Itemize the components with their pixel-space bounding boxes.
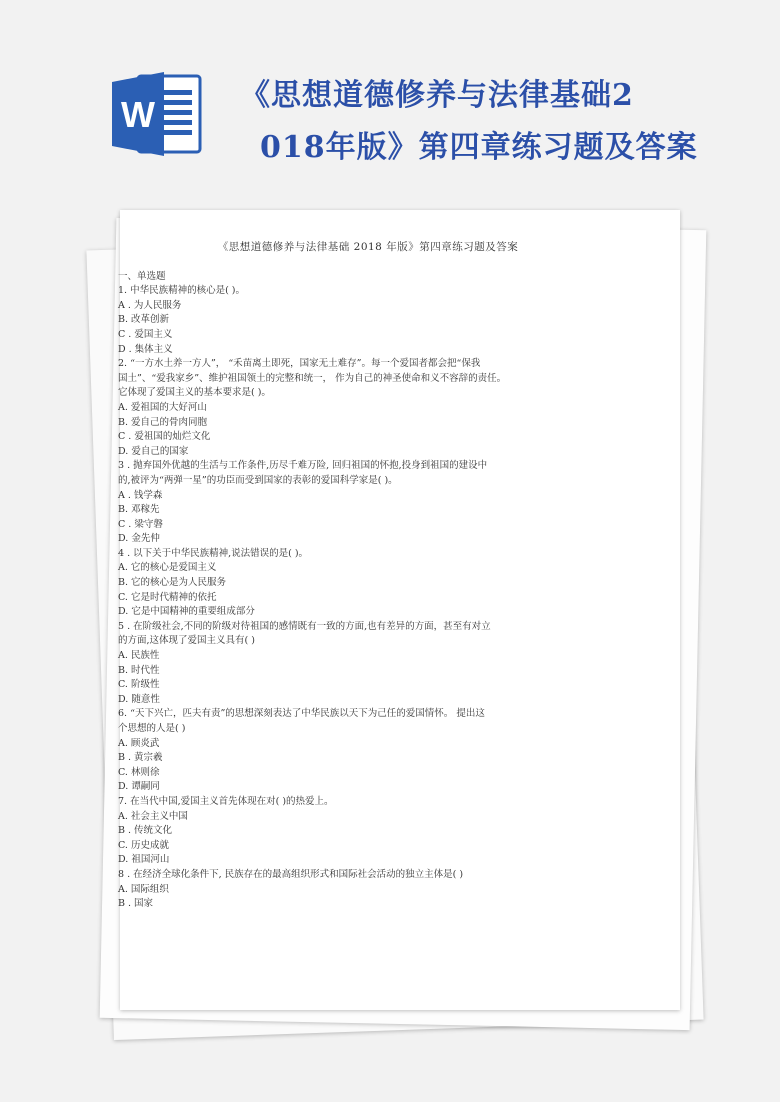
document-line: B. 它的核心是为人民服务 [118, 577, 227, 589]
document-line: 的方面,这体现了爱国主义具有( ) [118, 635, 255, 647]
document-line: B. 邓稼先 [118, 504, 160, 516]
document-line: C. 它是时代精神的依托 [118, 591, 217, 603]
document-line: D. 谭嗣同 [118, 781, 160, 793]
page-title-line-1: 《思想道德修养与法律基础2 [240, 78, 634, 113]
document-line: D. 祖国河山 [118, 854, 170, 866]
document-line: C . 爱祖国的灿烂文化 [118, 431, 211, 443]
document-line: D. 金先仲 [118, 533, 160, 545]
document-line: C . 爱国主义 [118, 328, 173, 340]
document-title: 《思想道德修养与法律基础 2018 年版》第四章练习题及答案 [217, 241, 519, 253]
document-line: A . 钱学森 [118, 489, 163, 501]
document-line: 3 . 抛弃国外优越的生活与工作条件,历尽千难万险, 回归祖国的怀抱,投身到祖国的建设中 [118, 460, 488, 472]
header [0, 0, 780, 200]
document-line: B. 改革创新 [118, 314, 170, 326]
document-line: B . 黄宗羲 [118, 752, 163, 764]
document-line: 1. 中华民族精神的核心是( )。 [118, 285, 246, 297]
document-line: D . 集体主义 [118, 343, 173, 355]
document-line: 6. “天下兴亡，匹夫有责”的思想深刻表达了中华民族以天下为己任的爱国情怀。 提出这 [118, 708, 485, 720]
document-line: C. 林则徐 [118, 766, 160, 778]
document-line: B . 国家 [118, 898, 154, 910]
document-body [118, 240, 618, 912]
document-line: B. 爱自己的骨肉同胞 [118, 416, 208, 428]
document-line: C. 历史成就 [118, 839, 169, 851]
document-line: 个思想的人是( ) [118, 723, 186, 734]
page-title-line-2: 018年版》第四章练习题及答案 [260, 130, 698, 165]
document-line: D. 它是中国精神的重要组成部分 [118, 606, 255, 618]
document-line: 的,被评为“两弹一星”的功臣而受到国家的表彰的爱国科学家是( )。 [118, 474, 398, 486]
document-line: D. 爱自己的国家 [118, 445, 189, 457]
document-line: 2. “一方水土养一方人”， “禾苗离土即死，国家无土难存”。每一个爱国者都会把“保我 [118, 358, 481, 370]
word-icon [108, 64, 208, 164]
document-line: B. 时代性 [118, 664, 160, 676]
document-line: B . 传统文化 [118, 825, 173, 837]
document-line: A. 它的核心是爱国主义 [118, 562, 217, 574]
document-line: A. 社会主义中国 [118, 810, 188, 822]
document-line: A. 顾炎武 [118, 737, 160, 749]
document-line: A. 爱祖国的大好河山 [118, 401, 207, 413]
document-line: C . 梁守磐 [118, 518, 163, 530]
document-line: A. 民族性 [118, 650, 160, 662]
document-line: 4 . 以下关于中华民族精神,说法错误的是( )。 [118, 547, 309, 559]
document-lines [118, 270, 618, 912]
document-line: A . 为人民服务 [118, 299, 182, 311]
document-line: A. 国际组织 [118, 883, 169, 895]
document-line: 8 . 在经济全球化条件下, 民族存在的最高组织形式和国际社会活动的独立主体是( ) [118, 868, 464, 880]
document-line: D. 随意性 [118, 693, 160, 705]
document-line: 5 . 在阶级社会,不同的阶级对待祖国的感情既有一致的方面,也有差异的方面，甚至有对立 [118, 620, 491, 632]
document-line: 7. 在当代中国,爱国主义首先体现在对( )的热爱上。 [118, 795, 334, 807]
document-line: 它体现了爱国主义的基本要求是( )。 [118, 387, 271, 399]
svg-text:W: W [121, 94, 155, 135]
document-line: 国土”、“爱我家乡”、维护祖国领土的完整和统一， 作为自己的神圣使命和义不容辞的责任。 [118, 372, 507, 384]
document-line: 一、单选题 [118, 270, 166, 282]
document-line: C. 阶级性 [118, 679, 160, 691]
